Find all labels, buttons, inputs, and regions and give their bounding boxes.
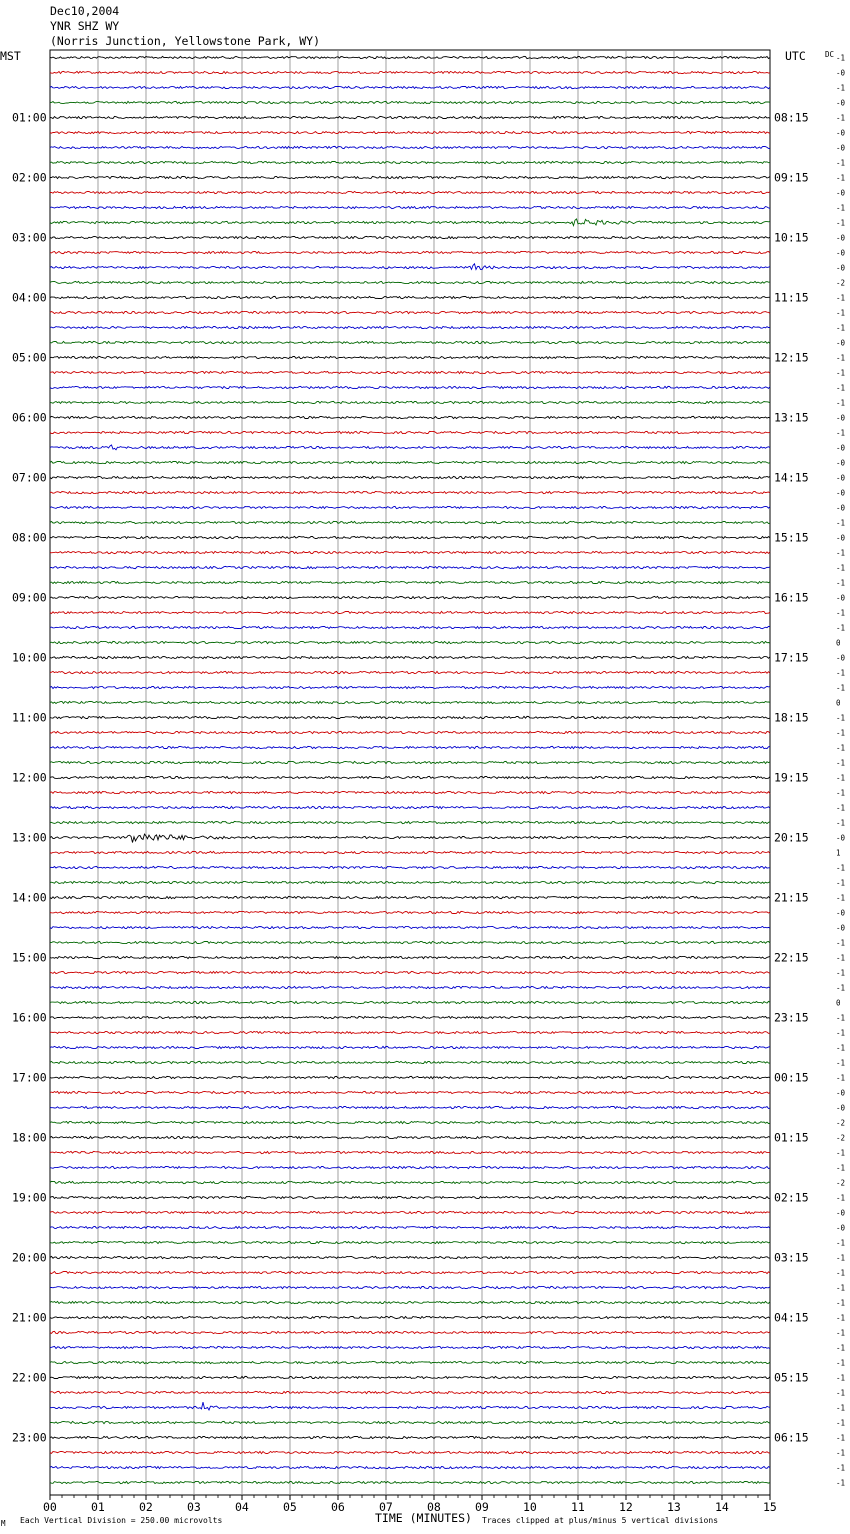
dc-offset-label: -1: [836, 113, 846, 123]
trace-row-65: [50, 1031, 770, 1033]
trace-row-63: [50, 1001, 770, 1003]
dc-offset-label: -0: [836, 653, 846, 663]
x-tick-label: 15: [763, 1500, 777, 1514]
trace-row-67: [50, 1061, 770, 1063]
right-hour-label: 17:15: [774, 650, 809, 665]
trace-row-68: [50, 1076, 770, 1078]
trace-row-17: [50, 311, 770, 313]
left-hour-label: 10:00: [12, 650, 47, 665]
dc-offset-label: -1: [836, 1328, 846, 1338]
trace-row-9: [50, 191, 770, 193]
right-hour-label: 16:15: [774, 590, 809, 605]
dc-offset-label: -1: [836, 1253, 846, 1263]
x-tick-label: 09: [475, 1500, 489, 1514]
trace-row-89: [50, 1391, 770, 1393]
trace-row-49: [50, 791, 770, 793]
trace-row-82: [50, 1286, 770, 1288]
trace-row-16: [50, 296, 770, 298]
dc-offset-label: -1: [836, 1043, 846, 1053]
trace-row-44: [50, 716, 770, 718]
left-hour-labels: [12, 111, 47, 1445]
dc-offset-label: -2: [836, 1178, 846, 1188]
dc-offset-label: -1: [836, 293, 846, 303]
trace-row-58: [50, 926, 770, 928]
dc-offset-label: -1: [836, 713, 846, 723]
dc-offset-label: -0: [836, 233, 846, 243]
dc-offset-label: 0: [836, 698, 841, 708]
left-hour-label: 01:00: [12, 110, 47, 125]
x-tick-label: 04: [235, 1500, 249, 1514]
right-hour-label: 06:15: [774, 1430, 809, 1445]
header-date: Dec10,2004: [50, 4, 120, 18]
right-hour-label: 23:15: [774, 1010, 809, 1025]
trace-row-24: [50, 416, 770, 418]
trace-group: [50, 56, 770, 1483]
trace-row-42: [50, 686, 770, 688]
right-hour-label: 21:15: [774, 890, 809, 905]
dc-offset-label: -1: [836, 983, 846, 993]
trace-row-84: [50, 1316, 770, 1318]
x-tick-label: 00: [43, 1500, 57, 1514]
dc-offset-label: -1: [836, 1013, 846, 1023]
dc-offset-label: -0: [836, 143, 846, 153]
left-hour-label: 19:00: [12, 1190, 47, 1205]
dc-header-label: DC: [825, 50, 835, 59]
left-hour-label: 15:00: [12, 950, 47, 965]
trace-row-47: [50, 761, 770, 763]
dc-offset-label: -1: [836, 1358, 846, 1368]
left-hour-label: 17:00: [12, 1070, 47, 1085]
trace-row-34: [50, 566, 770, 568]
trace-row-19: [50, 341, 770, 343]
dc-offset-label: -1: [836, 1388, 846, 1398]
dc-offset-label: -1: [836, 1163, 846, 1173]
trace-row-70: [50, 1106, 770, 1108]
dc-offset-label: -1: [836, 518, 846, 528]
dc-offset-label: -0: [836, 833, 846, 843]
trace-row-38: [50, 626, 770, 628]
right-hour-label: 10:15: [774, 230, 809, 245]
trace-row-77: [50, 1211, 770, 1213]
left-hour-label: 23:00: [12, 1430, 47, 1445]
dc-offset-label: -0: [836, 923, 846, 933]
dc-offset-label: -2: [836, 1133, 846, 1143]
header-station: YNR SHZ WY: [50, 19, 120, 33]
trace-row-8: [50, 176, 770, 178]
x-tick-label: 11: [571, 1500, 585, 1514]
trace-row-32: [50, 536, 770, 538]
dc-offset-label: -1: [836, 863, 846, 873]
trace-row-29: [50, 491, 770, 493]
dc-offset-label: -1: [836, 398, 846, 408]
right-hour-label: 20:15: [774, 830, 809, 845]
dc-offset-label: -1: [836, 1478, 846, 1488]
trace-row-90: [50, 1402, 770, 1410]
trace-row-0: [50, 56, 770, 58]
x-tick-label: 07: [379, 1500, 393, 1514]
trace-row-7: [50, 161, 770, 163]
trace-row-73: [50, 1151, 770, 1153]
trace-row-59: [50, 941, 770, 943]
trace-row-36: [50, 596, 770, 598]
trace-row-75: [50, 1181, 770, 1183]
trace-row-25: [50, 431, 770, 433]
dc-offset-label: -0: [836, 458, 846, 468]
right-hour-label: 01:15: [774, 1130, 809, 1145]
x-tick-label: 02: [139, 1500, 153, 1514]
trace-row-54: [50, 866, 770, 868]
x-tick-label: 05: [283, 1500, 297, 1514]
dc-offset-label: -1: [836, 668, 846, 678]
trace-row-21: [50, 371, 770, 373]
trace-row-12: [50, 236, 770, 238]
trace-row-50: [50, 806, 770, 808]
right-hour-label: 19:15: [774, 770, 809, 785]
dc-offset-label: -1: [836, 323, 846, 333]
right-timezone-label: UTC: [785, 49, 806, 63]
dc-offset-label: 0: [836, 998, 841, 1008]
left-hour-label: 04:00: [12, 290, 47, 305]
trace-row-51: [50, 821, 770, 823]
trace-row-74: [50, 1166, 770, 1168]
dc-offset-label: -1: [836, 1268, 846, 1278]
dc-offset-label: 1: [836, 848, 841, 858]
dc-offset-label: -1: [836, 803, 846, 813]
right-hour-label: 22:15: [774, 950, 809, 965]
trace-row-83: [50, 1301, 770, 1303]
trace-row-76: [50, 1196, 770, 1198]
dc-offset-label: -1: [836, 428, 846, 438]
dc-offset-label: -0: [836, 443, 846, 453]
trace-row-86: [50, 1346, 770, 1348]
footer-scale-note: Each Vertical Division = 250.00 microvolts: [20, 1516, 223, 1525]
left-hour-label: 05:00: [12, 350, 47, 365]
left-hour-label: 21:00: [12, 1310, 47, 1325]
right-hour-label: 05:15: [774, 1370, 809, 1385]
left-hour-label: 08:00: [12, 530, 47, 545]
dc-offset-label: -1: [836, 758, 846, 768]
dc-offset-label: -0: [836, 1103, 846, 1113]
x-axis-title: TIME (MINUTES): [375, 1511, 472, 1525]
trace-row-20: [50, 356, 770, 358]
right-hour-label: 14:15: [774, 470, 809, 485]
left-hour-label: 11:00: [12, 710, 47, 725]
trace-row-80: [50, 1256, 770, 1258]
dc-offset-label: -0: [836, 488, 846, 498]
x-tick-label: 08: [427, 1500, 441, 1514]
trace-row-13: [50, 251, 770, 253]
right-hour-label: 08:15: [774, 110, 809, 125]
dc-offset-label: -1: [836, 1028, 846, 1038]
trace-row-81: [50, 1271, 770, 1273]
trace-row-30: [50, 506, 770, 508]
left-hour-label: 16:00: [12, 1010, 47, 1025]
trace-row-92: [50, 1436, 770, 1438]
dc-offset-label: 0: [836, 638, 841, 648]
left-hour-label: 07:00: [12, 470, 47, 485]
trace-row-6: [50, 146, 770, 148]
right-hour-label: 00:15: [774, 1070, 809, 1085]
dc-offset-label: -1: [836, 1448, 846, 1458]
trace-row-39: [50, 641, 770, 643]
dc-offset-label: -1: [836, 1418, 846, 1428]
trace-row-37: [50, 611, 770, 613]
left-hour-label: 03:00: [12, 230, 47, 245]
dc-offset-label: -1: [836, 683, 846, 693]
dc-offset-label: -1: [836, 1283, 846, 1293]
x-tick-label: 06: [331, 1500, 345, 1514]
trace-row-53: [50, 851, 770, 853]
left-hour-label: 06:00: [12, 410, 47, 425]
trace-row-95: [50, 1481, 770, 1483]
dc-offset-label: -1: [836, 203, 846, 213]
trace-row-28: [50, 476, 770, 478]
trace-row-33: [50, 551, 770, 553]
left-hour-label: 18:00: [12, 1130, 47, 1145]
trace-row-57: [50, 911, 770, 913]
right-hour-labels: [774, 111, 809, 1445]
dc-offset-label: -1: [836, 1298, 846, 1308]
right-hour-label: 13:15: [774, 410, 809, 425]
trace-row-22: [50, 386, 770, 388]
dc-offset-label: -0: [836, 338, 846, 348]
dc-offset-label: -1: [836, 368, 846, 378]
trace-row-45: [50, 731, 770, 733]
dc-offset-label: -1: [836, 383, 846, 393]
trace-row-78: [50, 1226, 770, 1228]
left-hour-label: 09:00: [12, 590, 47, 605]
right-hour-label: 02:15: [774, 1190, 809, 1205]
trace-row-55: [50, 881, 770, 883]
trace-row-1: [50, 71, 770, 73]
dc-offset-label: -2: [836, 278, 846, 288]
x-tick-label: 10: [523, 1500, 537, 1514]
trace-row-64: [50, 1016, 770, 1018]
trace-row-60: [50, 956, 770, 958]
trace-row-31: [50, 521, 770, 523]
dc-offset-labels: [836, 54, 846, 1488]
dc-offset-label: -1: [836, 1373, 846, 1383]
dc-offset-label: -0: [836, 263, 846, 273]
right-hour-label: 09:15: [774, 170, 809, 185]
trace-row-41: [50, 671, 770, 673]
trace-row-91: [50, 1421, 770, 1423]
trace-row-4: [50, 116, 770, 118]
dc-offset-label: -1: [836, 1193, 846, 1203]
dc-offset-label: -0: [836, 593, 846, 603]
dc-offset-label: -1: [836, 83, 846, 93]
dc-offset-label: -0: [836, 1088, 846, 1098]
dc-offset-label: -1: [836, 158, 846, 168]
trace-row-14: [50, 264, 770, 270]
trace-row-15: [50, 281, 770, 283]
trace-row-18: [50, 326, 770, 328]
dc-offset-label: -1: [836, 53, 846, 63]
dc-offset-label: -1: [836, 548, 846, 558]
dc-offset-label: -1: [836, 578, 846, 588]
dc-offset-label: -0: [836, 1223, 846, 1233]
left-hour-label: 14:00: [12, 890, 47, 905]
dc-offset-label: -1: [836, 938, 846, 948]
dc-offset-label: -0: [836, 128, 846, 138]
left-timezone-label: MST: [0, 49, 21, 63]
dc-offset-label: -1: [836, 818, 846, 828]
dc-offset-label: -0: [836, 248, 846, 258]
dc-offset-label: -0: [836, 503, 846, 513]
dc-offset-label: -1: [836, 1058, 846, 1068]
dc-offset-label: -1: [836, 773, 846, 783]
right-hour-label: 12:15: [774, 350, 809, 365]
dc-offset-label: -1: [836, 1238, 846, 1248]
footer-clip-note: Traces clipped at plus/minus 5 vertical divisions: [482, 1516, 719, 1525]
trace-row-66: [50, 1046, 770, 1048]
dc-offset-label: -1: [836, 893, 846, 903]
dc-offset-label: -1: [836, 218, 846, 228]
dc-offset-label: -1: [836, 1403, 846, 1413]
right-hour-label: 03:15: [774, 1250, 809, 1265]
trace-row-46: [50, 746, 770, 748]
dc-offset-label: -1: [836, 1073, 846, 1083]
trace-row-61: [50, 971, 770, 973]
trace-row-5: [50, 131, 770, 133]
corner-mark: M: [1, 1519, 6, 1528]
dc-offset-label: -1: [836, 968, 846, 978]
trace-row-10: [50, 206, 770, 208]
dc-offset-label: -1: [836, 1433, 846, 1443]
dc-offset-label: -1: [836, 728, 846, 738]
left-hour-label: 20:00: [12, 1250, 47, 1265]
trace-row-93: [50, 1451, 770, 1453]
trace-row-48: [50, 776, 770, 778]
trace-row-26: [50, 445, 770, 450]
left-hour-label: 12:00: [12, 770, 47, 785]
x-tick-label: 14: [715, 1500, 729, 1514]
dc-offset-label: -1: [836, 608, 846, 618]
dc-offset-label: -1: [836, 308, 846, 318]
right-hour-label: 04:15: [774, 1310, 809, 1325]
dc-offset-label: -1: [836, 1313, 846, 1323]
x-tick-label: 01: [91, 1500, 105, 1514]
header-location: (Norris Junction, Yellowstone Park, WY): [50, 34, 321, 48]
trace-row-43: [50, 701, 770, 703]
trace-row-72: [50, 1136, 770, 1138]
trace-row-35: [50, 581, 770, 583]
trace-row-40: [50, 656, 770, 658]
left-hour-label: 13:00: [12, 830, 47, 845]
dc-offset-label: -1: [836, 743, 846, 753]
dc-offset-label: -1: [836, 1463, 846, 1473]
dc-offset-label: -1: [836, 953, 846, 963]
dc-offset-label: -1: [836, 623, 846, 633]
trace-row-88: [50, 1376, 770, 1378]
dc-offset-label: -1: [836, 173, 846, 183]
x-tick-label: 03: [187, 1500, 201, 1514]
trace-row-85: [50, 1331, 770, 1333]
trace-row-56: [50, 896, 770, 898]
right-hour-label: 15:15: [774, 530, 809, 545]
trace-row-2: [50, 86, 770, 88]
dc-offset-label: -2: [836, 1118, 846, 1128]
dc-offset-label: -0: [836, 413, 846, 423]
dc-offset-label: -0: [836, 68, 846, 78]
trace-row-11: [50, 219, 770, 226]
dc-offset-label: -1: [836, 788, 846, 798]
x-tick-label: 13: [667, 1500, 681, 1514]
dc-offset-label: -1: [836, 1148, 846, 1158]
trace-row-71: [50, 1121, 770, 1123]
dc-offset-label: -1: [836, 353, 846, 363]
trace-row-52: [50, 834, 770, 842]
dc-offset-label: -0: [836, 533, 846, 543]
dc-offset-label: -0: [836, 908, 846, 918]
dc-offset-label: -1: [836, 878, 846, 888]
left-hour-label: 22:00: [12, 1370, 47, 1385]
trace-row-69: [50, 1091, 770, 1093]
dc-offset-label: -0: [836, 473, 846, 483]
right-hour-label: 11:15: [774, 290, 809, 305]
dc-offset-label: -0: [836, 98, 846, 108]
trace-row-87: [50, 1361, 770, 1363]
trace-row-94: [50, 1466, 770, 1468]
trace-row-27: [50, 461, 770, 463]
trace-row-79: [50, 1241, 770, 1243]
left-hour-label: 02:00: [12, 170, 47, 185]
dc-offset-label: -0: [836, 1208, 846, 1218]
trace-row-23: [50, 401, 770, 403]
dc-offset-label: -0: [836, 188, 846, 198]
dc-offset-label: -1: [836, 1343, 846, 1353]
dc-offset-label: -1: [836, 563, 846, 573]
right-hour-label: 18:15: [774, 710, 809, 725]
x-tick-label: 12: [619, 1500, 633, 1514]
trace-row-3: [50, 101, 770, 103]
trace-row-62: [50, 986, 770, 988]
